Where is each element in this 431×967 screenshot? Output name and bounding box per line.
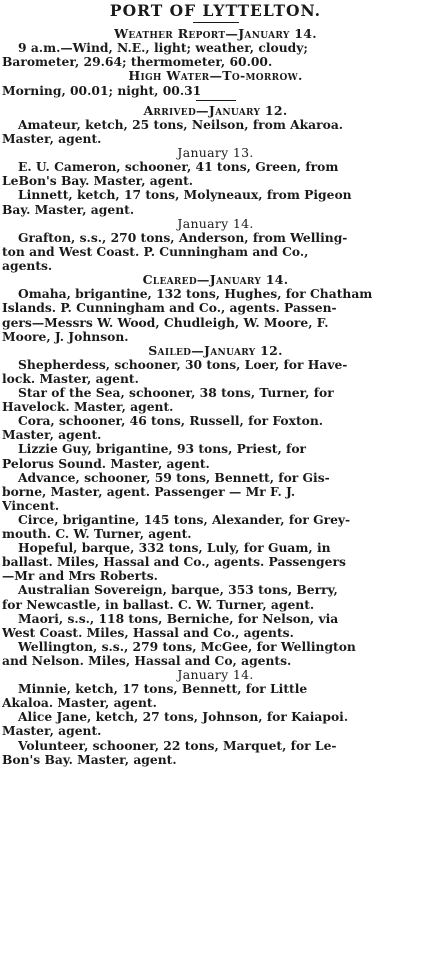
shipping-entry-line: for Newcastle, in ballast. C. W. Turner, agent. <box>2 597 315 612</box>
newspaper-column <box>0 1 431 767</box>
shipping-entry-line: Australian Sovereign, barque, 353 tons, Berry, <box>18 583 338 598</box>
weather-heading: Weather Report—January 14. <box>114 26 317 41</box>
sailed-heading: Sailed—January 12. <box>148 342 283 358</box>
shipping-entry-line: Hopeful, barque, 332 tons, Luly, for Guam, in <box>18 541 331 556</box>
shipping-entry-line: West Coast. Miles, Hassal and Co., agents. <box>2 625 294 640</box>
shipping-entry-line: Shepherdess, schooner, 30 tons, Loer, for Have- <box>18 357 348 372</box>
weather-line: Barometer, 29.64; thermometer, 60.00. <box>2 55 273 70</box>
shipping-entry-line: Grafton, s.s., 270 tons, Anderson, from Welling- <box>18 230 348 245</box>
date-subheading: January 14. <box>177 666 254 682</box>
shipping-entry-line: and Nelson. Miles, Hassal and Co, agents. <box>2 653 292 668</box>
shipping-entry-line: Advance, schooner, 59 tons, Bennett, for Gis- <box>18 470 330 485</box>
high-water-line: Morning, 00.01; night, 00.31 <box>2 83 202 98</box>
shipping-entry-line: Master, agent. <box>2 724 102 739</box>
shipping-entry-line: Wellington, s.s., 279 tons, McGee, for Wellington <box>18 639 356 654</box>
shipping-entry-line: Pelorus Sound. Master, agent. <box>2 456 210 471</box>
shipping-entry-line: Akaloa. Master, agent. <box>2 696 157 711</box>
shipping-entry-line: —Mr and Mrs Roberts. <box>2 569 158 584</box>
arrived-heading: Arrived—January 12. <box>143 102 288 118</box>
shipping-entry-line: LeBon's Bay. Master, agent. <box>2 174 194 189</box>
shipping-entry-line: mouth. C. W. Turner, agent. <box>2 527 192 542</box>
shipping-entry-line: E. U. Cameron, schooner, 41 tons, Green, from <box>18 160 339 175</box>
shipping-entry-line: Vincent. <box>2 498 60 513</box>
shipping-entry-line: Master, agent. <box>2 131 102 146</box>
shipping-entry-line: Minnie, ketch, 17 tons, Bennett, for Little <box>18 682 308 697</box>
divider <box>196 100 236 101</box>
date-subheading: January 13. <box>177 145 254 161</box>
cleared-heading: Cleared—January 14. <box>142 272 289 288</box>
shipping-entry-line: borne, Master, agent. Passenger — Mr F. J. <box>2 484 296 499</box>
page-title: PORT OF LYTTELTON. <box>109 1 322 20</box>
shipping-entry-line: lock. Master, agent. <box>2 372 139 387</box>
shipping-entry-line: Star of the Sea, schooner, 38 tons, Turner, for <box>18 386 334 401</box>
shipping-entry-line: ton and West Coast. P. Cunningham and Co., <box>2 244 309 259</box>
shipping-entry-line: Volunteer, schooner, 22 tons, Marquet, for Le- <box>18 738 337 753</box>
shipping-entry-line: gers—Messrs W. Wood, Chudleigh, W. Moore, F. <box>2 315 329 330</box>
shipping-entry-line: Cora, schooner, 46 tons, Russell, for Foxton. <box>18 414 324 429</box>
shipping-entry-line: agents. <box>2 259 53 274</box>
shipping-entry-line: Linnett, ketch, 17 tons, Molyneaux, from Pigeon <box>18 188 352 203</box>
shipping-entry-line: Moore, J. Johnson. <box>2 329 129 344</box>
shipping-entry-line: Omaha, brigantine, 132 tons, Hughes, for Chatham <box>18 287 373 302</box>
shipping-entry-line: Circe, brigantine, 145 tons, Alexander, for Grey- <box>18 512 351 527</box>
shipping-entry-line: Bon's Bay. Master, agent. <box>2 752 177 767</box>
shipping-entry-line: Alice Jane, ketch, 27 tons, Johnson, for Kaiapoi. <box>18 710 349 725</box>
shipping-entry-line: Maori, s.s., 118 tons, Berniche, for Nelson, via <box>18 611 339 626</box>
shipping-entry-line: Lizzie Guy, brigantine, 93 tons, Priest, for <box>18 442 307 457</box>
high-water-heading: High Water—To-morrow. <box>128 68 303 84</box>
shipping-entry-line: Islands. P. Cunningham and Co., agents. Passen- <box>2 301 337 316</box>
date-subheading: January 14. <box>177 215 254 231</box>
weather-line: 9 a.m.—Wind, N.E., light; weather, cloudy; <box>18 41 308 56</box>
shipping-entry-line: Bay. Master, agent. <box>2 202 135 217</box>
shipping-entry-line: ballast. Miles, Hassal and Co., agents. Passengers <box>2 555 346 570</box>
shipping-entry-line: Amateur, ketch, 25 tons, Neilson, from Akaroa. <box>18 117 344 132</box>
divider <box>193 22 239 23</box>
shipping-entry-line: Master, agent. <box>2 428 102 443</box>
shipping-entry-line: Havelock. Master, agent. <box>2 400 174 415</box>
